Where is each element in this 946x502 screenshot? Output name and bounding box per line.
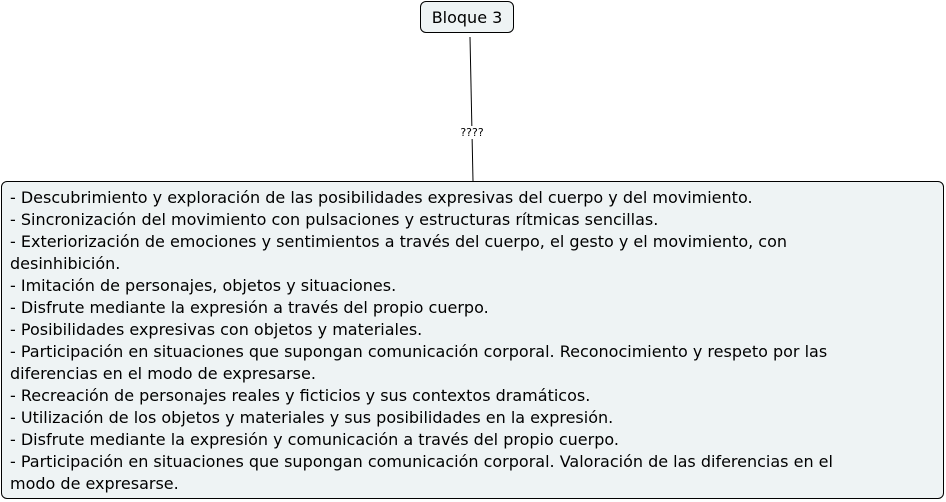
child-node-line: - Sincronización del movimiento con pulsaciones y estructuras rítmicas sencillas. bbox=[10, 210, 659, 229]
child-node-line: - Posibilidades expresivas con objetos y materiales. bbox=[10, 320, 423, 339]
child-node-line: - Imitación de personajes, objetos y situaciones. bbox=[10, 276, 397, 295]
child-node-line: - Utilización de los objetos y materiales y sus posibilidades en la expresión. bbox=[10, 408, 614, 427]
child-node-line: - Participación en situaciones que supongan comunicación corporal. Valoración de las diferencias en el bbox=[10, 452, 833, 471]
connector-label: ???? bbox=[452, 126, 492, 139]
child-node-line: modo de expresarse. bbox=[10, 474, 179, 493]
child-node-line: - Disfrute mediante la expresión a través del propio cuerpo. bbox=[10, 298, 489, 317]
child-node-line: - Exteriorización de emociones y sentimientos a través del cuerpo, el gesto y el movimiento, con bbox=[10, 232, 788, 251]
child-node[interactable] bbox=[1, 181, 944, 499]
connector-line bbox=[470, 37, 473, 181]
child-node-line: - Descubrimiento y exploración de las posibilidades expresivas del cuerpo y del movimiento. bbox=[10, 188, 753, 207]
root-node[interactable] bbox=[420, 1, 514, 33]
root-node-label: Bloque 3 bbox=[431, 7, 503, 27]
child-node-line: - Recreación de personajes reales y ficticios y sus contextos dramáticos. bbox=[10, 386, 591, 405]
child-node-line: - Disfrute mediante la expresión y comunicación a través del propio cuerpo. bbox=[10, 430, 619, 449]
child-node-line: - Participación en situaciones que supongan comunicación corporal. Reconocimiento y respeto por las bbox=[10, 342, 828, 361]
child-node-line: diferencias en el modo de expresarse. bbox=[10, 364, 316, 383]
child-node-line: desinhibición. bbox=[10, 254, 121, 273]
